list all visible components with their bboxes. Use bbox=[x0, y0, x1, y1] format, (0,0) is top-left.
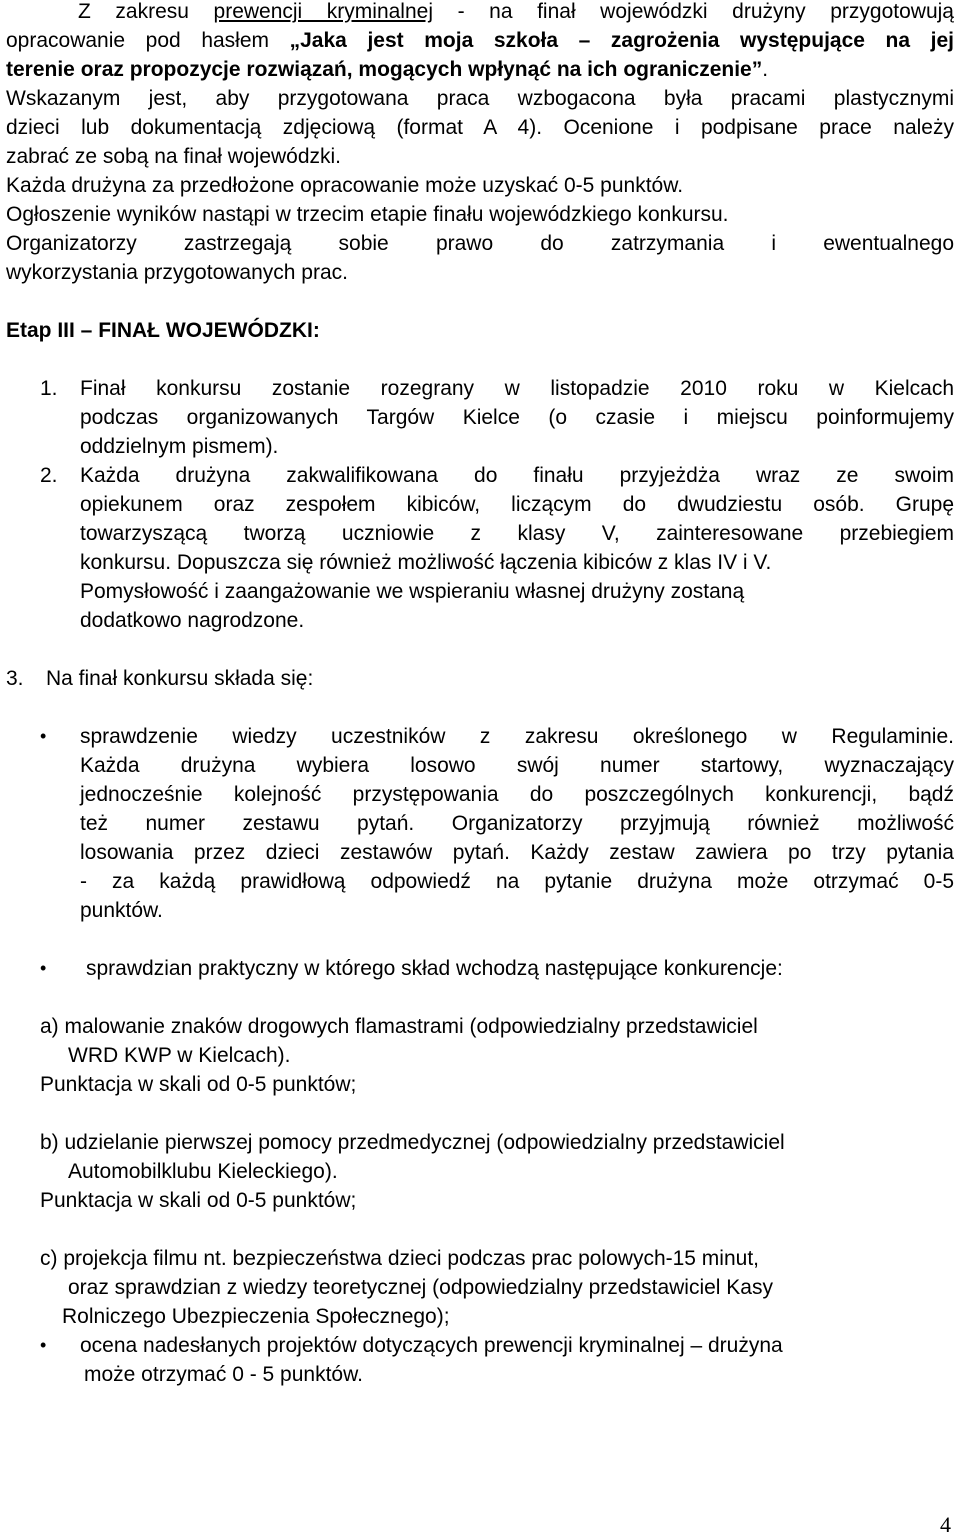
intro-text: - na finał wojewódzki drużyny przygotowują bbox=[433, 0, 954, 23]
intro-slogan: terenie oraz propozycje rozwiązań, mogących wpłynąć na ich ograniczenie” bbox=[6, 58, 763, 81]
item-1-line-3: oddzielnym pismem). bbox=[80, 435, 279, 458]
intro-line-9: Organizatorzy zastrzegają sobie prawo do zatrzymania i ewentualnego bbox=[6, 232, 954, 255]
item-2-line-4: konkursu. Dopuszcza się również możliwość łączenia kibiców z klas IV i V. bbox=[80, 551, 772, 574]
intro-slogan: „Jaka jest moja szkoła – zagrożenia występujące na jej bbox=[289, 29, 954, 52]
intro-text: . bbox=[762, 58, 769, 81]
sub-c-line-2: oraz sprawdzian z wiedzy teoretycznej (odpowiedzialny przedstawiciel Kasy bbox=[68, 1276, 773, 1299]
bullet-2-marker: • bbox=[40, 958, 47, 978]
bullet-1-line-5: losowania przez dzieci zestawów pytań. Każdy zestaw zawiera po trzy pytania bbox=[80, 841, 954, 864]
item-2-line-1: Każda drużyna zakwalifikowana do finału przyjeżdża wraz ze swoim bbox=[80, 464, 954, 487]
sub-b-line-3: Punktacja w skali od 0-5 punktów; bbox=[40, 1189, 357, 1212]
page-number: 4 bbox=[940, 1512, 951, 1537]
sub-b-line-2: Automobilklubu Kieleckiego). bbox=[68, 1160, 338, 1183]
intro-line-5: dzieci lub dokumentacją zdjęciową (format A 4). Ocenione i podpisane prace należy bbox=[6, 116, 954, 139]
bullet-3-line-2: może otrzymać 0 - 5 punktów. bbox=[84, 1363, 363, 1386]
item-1-number: 1. bbox=[40, 377, 58, 400]
bullet-1-line-1: sprawdzenie wiedzy uczestników z zakresu określonego w Regulaminie. bbox=[80, 725, 954, 748]
item-3-number: 3. bbox=[6, 667, 24, 690]
item-2-line-6: dodatkowo nagrodzone. bbox=[80, 609, 305, 632]
section-heading: Etap III – FINAŁ WOJEWÓDZKI: bbox=[6, 319, 320, 342]
sub-b-line-1: b) udzielanie pierwszej pomocy przedmedycznej (odpowiedzialny przedstawiciel bbox=[40, 1131, 785, 1154]
intro-line-6: zabrać ze sobą na finał wojewódzki. bbox=[6, 145, 342, 168]
bullet-1-line-7: punktów. bbox=[80, 899, 163, 922]
intro-line-2 bbox=[6, 26, 954, 55]
bullet-1-line-3: jednocześnie kolejność przystępowania do poszczególnych konkurencji, bądź bbox=[80, 783, 954, 806]
intro-line-7: Każda drużyna za przedłożone opracowanie może uzyskać 0-5 punktów. bbox=[6, 174, 684, 197]
sub-c-line-3: Rolniczego Ubezpieczenia Społecznego); bbox=[62, 1305, 450, 1328]
bullet-1-marker: • bbox=[40, 726, 47, 746]
prewencja-link: prewencji kryminalnej bbox=[213, 0, 433, 23]
bullet-1-line-6: - za każdą prawidłową odpowiedź na pytanie drużyna może otrzymać 0-5 bbox=[80, 870, 954, 893]
sub-c-line-1: c) projekcja filmu nt. bezpieczeństwa dzieci podczas prac polowych-15 minut, bbox=[40, 1247, 759, 1270]
intro-line-10: wykorzystania przygotowanych prac. bbox=[6, 261, 348, 284]
item-2-line-2: opiekunem oraz zespołem kibiców, liczącym do dwudziestu osób. Grupę bbox=[80, 493, 954, 516]
bullet-3-line-1: ocena nadesłanych projektów dotyczących prewencji kryminalnej – drużyna bbox=[80, 1334, 783, 1357]
sub-a-line-2: WRD KWP w Kielcach). bbox=[68, 1044, 291, 1067]
bullet-2-text: sprawdzian praktyczny w którego skład wchodzą następujące konkurencje: bbox=[86, 957, 783, 980]
item-2-number: 2. bbox=[40, 464, 58, 487]
sub-a-line-3: Punktacja w skali od 0-5 punktów; bbox=[40, 1073, 357, 1096]
item-3-text: Na finał konkursu składa się: bbox=[46, 667, 314, 690]
intro-text: Z zakresu bbox=[78, 0, 214, 23]
intro-line-4: Wskazanym jest, aby przygotowana praca wzbogacona była pracami plastycznymi bbox=[6, 87, 954, 110]
item-1-line-2: podczas organizowanych Targów Kielce (o czasie i miejscu poinformujemy bbox=[80, 406, 954, 429]
bullet-1-line-2: Każda drużyna wybiera losowo swój numer startowy, wyznaczający bbox=[80, 754, 954, 777]
intro-line-3 bbox=[6, 55, 954, 84]
intro-line-8: Ogłoszenie wyników nastąpi w trzecim etapie finału wojewódzkiego konkursu. bbox=[6, 203, 729, 226]
sub-a-line-1: a) malowanie znaków drogowych flamastrami (odpowiedzialny przedstawiciel bbox=[40, 1015, 758, 1038]
item-2-line-5: Pomysłowość i zaangażowanie we wspieraniu własnej drużyny zostaną bbox=[80, 580, 745, 603]
item-1-line-1: Finał konkursu zostanie rozegrany w listopadzie 2010 roku w Kielcach bbox=[80, 377, 954, 400]
bullet-3-marker: • bbox=[40, 1335, 47, 1355]
bullet-1-line-4: też numer zestawu pytań. Organizatorzy przyjmują również możliwość bbox=[80, 812, 954, 835]
intro-line-1 bbox=[6, 0, 954, 26]
intro-text: opracowanie pod hasłem bbox=[6, 29, 290, 52]
item-2-line-3: towarzyszącą tworzą uczniowie z klasy V, zainteresowane przebiegiem bbox=[80, 522, 954, 545]
